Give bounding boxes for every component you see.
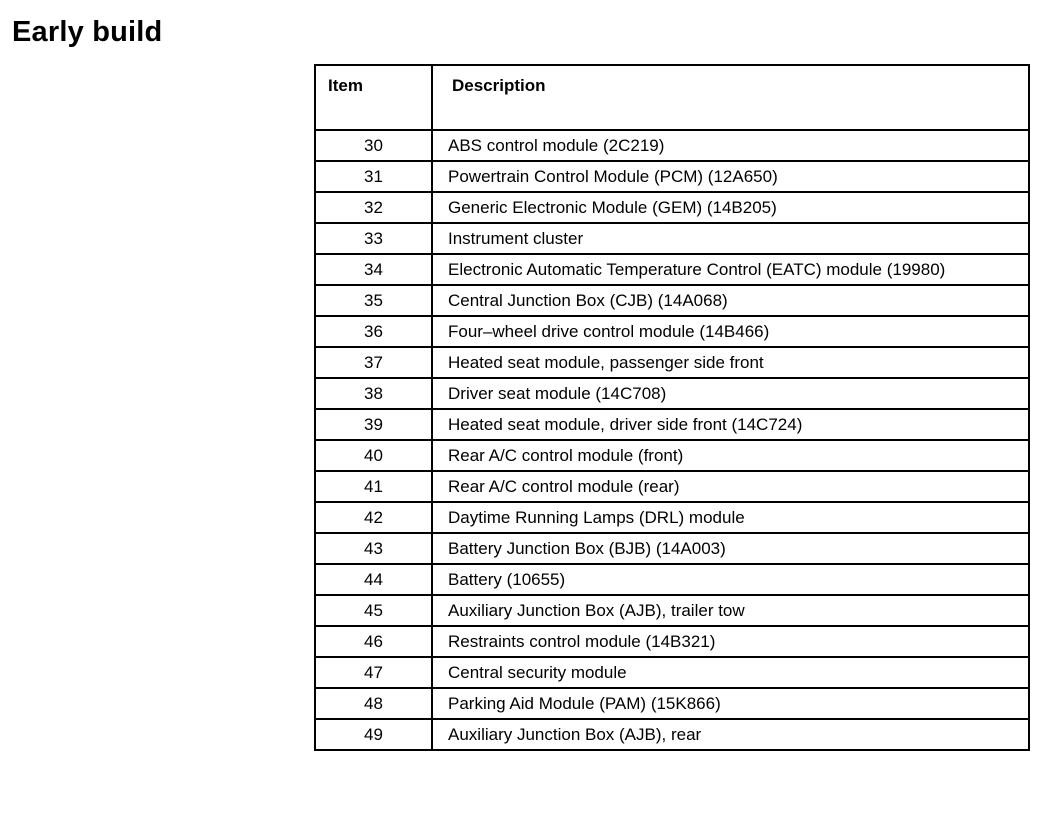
table-row bbox=[315, 378, 1029, 409]
item-description: Driver seat module (14C708) bbox=[432, 378, 1029, 409]
item-description: Generic Electronic Module (GEM) (14B205) bbox=[432, 192, 1029, 223]
item-description: Powertrain Control Module (PCM) (12A650) bbox=[432, 161, 1029, 192]
table-row bbox=[315, 130, 1029, 161]
item-number: 45 bbox=[315, 595, 432, 626]
item-number: 40 bbox=[315, 440, 432, 471]
item-number: 49 bbox=[315, 719, 432, 750]
item-description: Central Junction Box (CJB) (14A068) bbox=[432, 285, 1029, 316]
table-row bbox=[315, 316, 1029, 347]
item-number: 39 bbox=[315, 409, 432, 440]
item-description: Electronic Automatic Temperature Control (EATC) module (19980) bbox=[432, 254, 1029, 285]
item-number: 36 bbox=[315, 316, 432, 347]
item-number: 34 bbox=[315, 254, 432, 285]
item-description: Instrument cluster bbox=[432, 223, 1029, 254]
item-number: 44 bbox=[315, 564, 432, 595]
item-description: Battery Junction Box (BJB) (14A003) bbox=[432, 533, 1029, 564]
item-number: 30 bbox=[315, 130, 432, 161]
item-number: 35 bbox=[315, 285, 432, 316]
item-number: 37 bbox=[315, 347, 432, 378]
item-description: ABS control module (2C219) bbox=[432, 130, 1029, 161]
table-row bbox=[315, 719, 1029, 750]
table-row bbox=[315, 471, 1029, 502]
item-description: Central security module bbox=[432, 657, 1029, 688]
item-description: Restraints control module (14B321) bbox=[432, 626, 1029, 657]
item-number: 42 bbox=[315, 502, 432, 533]
item-description: Four–wheel drive control module (14B466) bbox=[432, 316, 1029, 347]
item-number: 43 bbox=[315, 533, 432, 564]
table-row bbox=[315, 440, 1029, 471]
table-row bbox=[315, 595, 1029, 626]
page-title: Early build bbox=[12, 16, 163, 48]
item-number: 41 bbox=[315, 471, 432, 502]
table-row bbox=[315, 161, 1029, 192]
description-column-header: Description bbox=[432, 65, 1029, 130]
component-table bbox=[314, 64, 1030, 751]
table-row bbox=[315, 688, 1029, 719]
item-description: Heated seat module, passenger side front bbox=[432, 347, 1029, 378]
table-row bbox=[315, 192, 1029, 223]
table-row bbox=[315, 223, 1029, 254]
item-number: 32 bbox=[315, 192, 432, 223]
table-row bbox=[315, 626, 1029, 657]
item-description: Rear A/C control module (rear) bbox=[432, 471, 1029, 502]
table-row bbox=[315, 533, 1029, 564]
table-body bbox=[315, 130, 1029, 750]
item-number: 38 bbox=[315, 378, 432, 409]
item-description: Battery (10655) bbox=[432, 564, 1029, 595]
table-row bbox=[315, 254, 1029, 285]
table-row bbox=[315, 409, 1029, 440]
item-number: 31 bbox=[315, 161, 432, 192]
item-description: Parking Aid Module (PAM) (15K866) bbox=[432, 688, 1029, 719]
item-number: 47 bbox=[315, 657, 432, 688]
item-description: Auxiliary Junction Box (AJB), rear bbox=[432, 719, 1029, 750]
table-row bbox=[315, 657, 1029, 688]
table-row bbox=[315, 502, 1029, 533]
item-description: Heated seat module, driver side front (14C724) bbox=[432, 409, 1029, 440]
item-number: 48 bbox=[315, 688, 432, 719]
item-description: Auxiliary Junction Box (AJB), trailer tow bbox=[432, 595, 1029, 626]
item-number: 33 bbox=[315, 223, 432, 254]
item-description: Rear A/C control module (front) bbox=[432, 440, 1029, 471]
table-row bbox=[315, 564, 1029, 595]
table-header-row bbox=[315, 65, 1029, 130]
table-row bbox=[315, 347, 1029, 378]
item-column-header: Item bbox=[315, 65, 432, 130]
item-description: Daytime Running Lamps (DRL) module bbox=[432, 502, 1029, 533]
item-number: 46 bbox=[315, 626, 432, 657]
table-row bbox=[315, 285, 1029, 316]
